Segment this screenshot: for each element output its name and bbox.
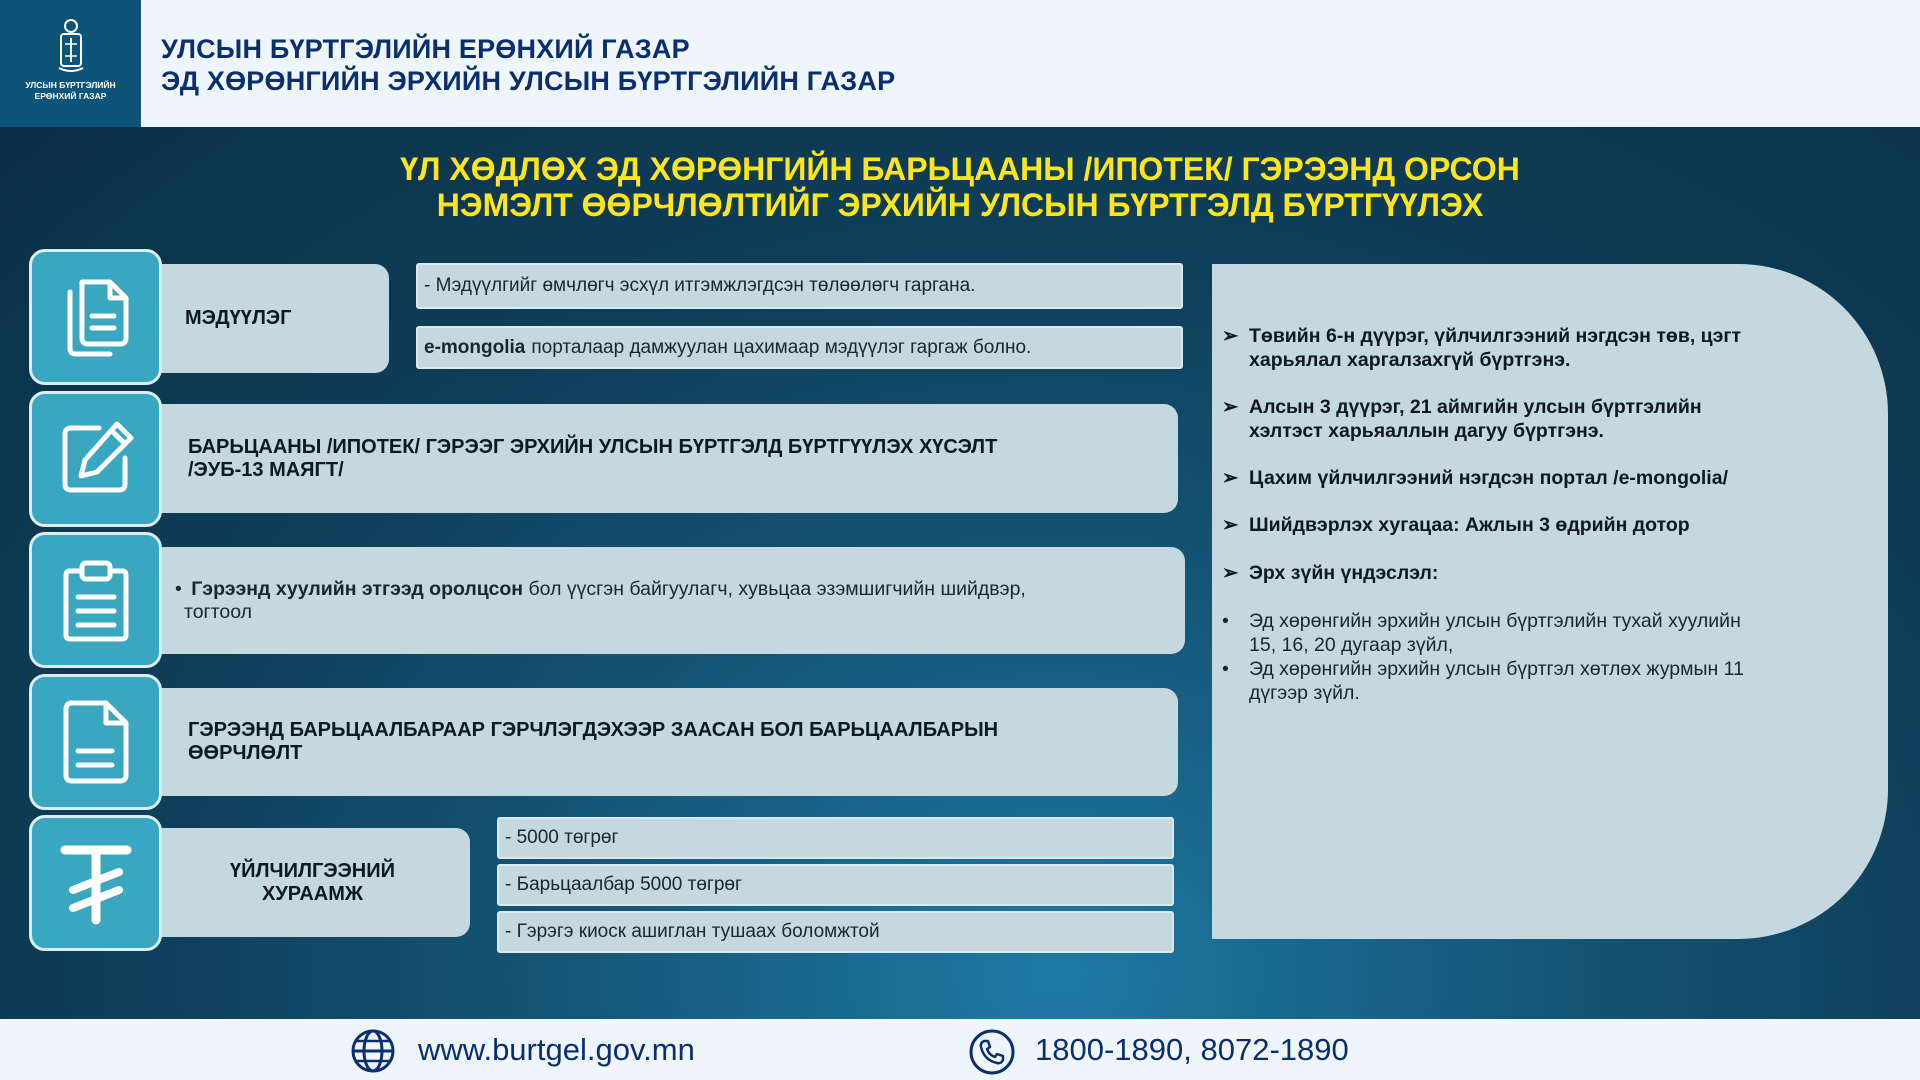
info-item: ➢ Төвийн 6-н дүүрэг, үйлчилгээний нэгдсэн төв, цэгт харьялал харгалзахгүй бүртгэнэ. — [1222, 325, 1742, 371]
arrow-icon: ➢ — [1222, 514, 1239, 536]
logo-text-line2: ЕРӨНХИЙ ГАЗАР — [34, 91, 107, 101]
application-info-1: - Мэдүүлгийг өмчлөгч эсхүл итгэмжлэгдсэн төлөөлөгч гаргана. — [416, 263, 1183, 309]
legal-item: • Эд хөрөнгийн эрхийн улсын бүртгэлийн тухай хуулийн 15, 16, 20 дугаар зүйл, — [1222, 610, 1741, 656]
info-item: ➢ Шийдвэрлэх хугацаа: Ажлын 3 өдрийн дотор — [1222, 514, 1690, 536]
bullet: • — [1222, 658, 1229, 680]
globe-icon — [350, 1028, 396, 1074]
org-titles — [161, 33, 895, 97]
pledge-change-line2: ӨӨРЧЛӨЛТ — [188, 742, 303, 764]
bullet: • — [175, 577, 182, 600]
fee-label-line2: ХУРААМЖ — [262, 882, 363, 905]
org-name-line2: ЭД ХӨРӨНГИЙН ЭРХИЙН УЛСЫН БҮРТГЭЛИЙН ГАЗАР — [161, 66, 896, 96]
pledge-change-box — [155, 688, 1178, 796]
clipboard-icon — [58, 557, 134, 643]
fee-tile — [29, 815, 162, 951]
decision-tile — [29, 532, 162, 668]
fee-item: - Гэрэгэ киоск ашиглан тушаах боломжтой — [497, 911, 1174, 953]
logo — [0, 0, 141, 127]
footer — [0, 1019, 1920, 1080]
info-item: ➢ Цахим үйлчилгээний нэгдсэн портал /e-mongolia/ — [1222, 467, 1728, 489]
main-content — [0, 127, 1920, 1019]
application-info-2: e-mongolia порталаар дамжуулан цахимаар мэдүүлэг гаргаж болно. — [416, 326, 1183, 369]
request-label-box — [155, 404, 1178, 513]
bullet: • — [1222, 610, 1229, 632]
info-panel — [1212, 264, 1888, 939]
fee-item: - Барьцаалбар 5000 төгрөг — [497, 864, 1174, 906]
documents-icon — [56, 274, 136, 360]
emblem-icon — [54, 18, 88, 74]
arrow-icon: ➢ — [1222, 467, 1239, 489]
header — [0, 0, 1920, 127]
fee-item: - 5000 төгрөг — [497, 817, 1174, 859]
application-label: МЭДҮҮЛЭГ — [185, 307, 292, 329]
logo-text-line1: УЛСЫН БҮРТГЭЛИЙН — [25, 80, 116, 90]
edit-icon — [55, 418, 137, 500]
tugrik-icon — [59, 840, 133, 926]
pledge-tile — [29, 674, 162, 810]
page-title: ҮЛ ХӨДЛӨХ ЭД ХӨРӨНГИЙН БАРЬЦААНЫ /ИПОТЕК/ ГЭРЭЭНД ОРСОН НЭМЭЛТ ӨӨРЧЛӨЛТИЙГ ЭРХИЙН УЛСЫН БҮРТГЭЛД БҮРТГҮҮЛЭХ — [400, 151, 1520, 223]
website-link[interactable]: www.burtgel.gov.mn — [418, 1032, 695, 1067]
arrow-icon: ➢ — [1222, 325, 1239, 347]
phone-number[interactable]: 1800-1890, 8072-1890 — [1035, 1032, 1349, 1067]
request-label-line2: /ЭУБ-13 МАЯГТ/ — [188, 458, 344, 481]
legal-item: • Эд хөрөнгийн эрхийн улсын бүртгэл хөтлөх журмын 11 дүгээр зүйл. — [1222, 658, 1744, 704]
e-mongolia-text: e-mongolia — [424, 336, 526, 358]
request-label-line1: БАРЬЦААНЫ /ИПОТЕК/ ГЭРЭЭГ ЭРХИЙН УЛСЫН БҮРТГЭЛД БҮРТГҮҮЛЭХ ХҮСЭЛТ — [188, 435, 998, 458]
arrow-icon: ➢ — [1222, 562, 1239, 584]
application-label-box — [155, 264, 389, 373]
fee-label-line1: ҮЙЛЧИЛГЭЭНИЙ — [230, 859, 395, 882]
org-name-line1: УЛСЫН БҮРТГЭЛИЙН ЕРӨНХИЙ ГАЗАР — [161, 34, 690, 64]
request-tile — [29, 391, 162, 527]
info-item: ➢ Эрх зүйн үндэслэл: — [1222, 562, 1439, 584]
application-tile — [29, 249, 162, 385]
pledge-change-line1: ГЭРЭЭНД БАРЬЦААЛБАРААР ГЭРЧЛЭГДЭХЭЭР ЗААСАН БОЛ БАРЬЦААЛБАРЫН — [188, 719, 999, 741]
arrow-icon: ➢ — [1222, 396, 1239, 418]
legal-entity-bold: Гэрээнд хуулийн этгээд оролцсон — [191, 577, 524, 600]
file-icon — [58, 699, 134, 785]
info-item: ➢ Алсын 3 дүүрэг, 21 аймгийн улсын бүртгэлийн хэлтэст харьяаллын дагуу бүртгэнэ. — [1222, 396, 1702, 442]
fee-label-box — [155, 828, 470, 937]
legal-entity-box: • Гэрээнд хуулийн этгээд оролцсон бол үүсгэн байгуулагч, хувьцаа эзэмшигчийн шийдвэр, тогтоол — [155, 547, 1185, 654]
phone-icon — [968, 1028, 1016, 1076]
